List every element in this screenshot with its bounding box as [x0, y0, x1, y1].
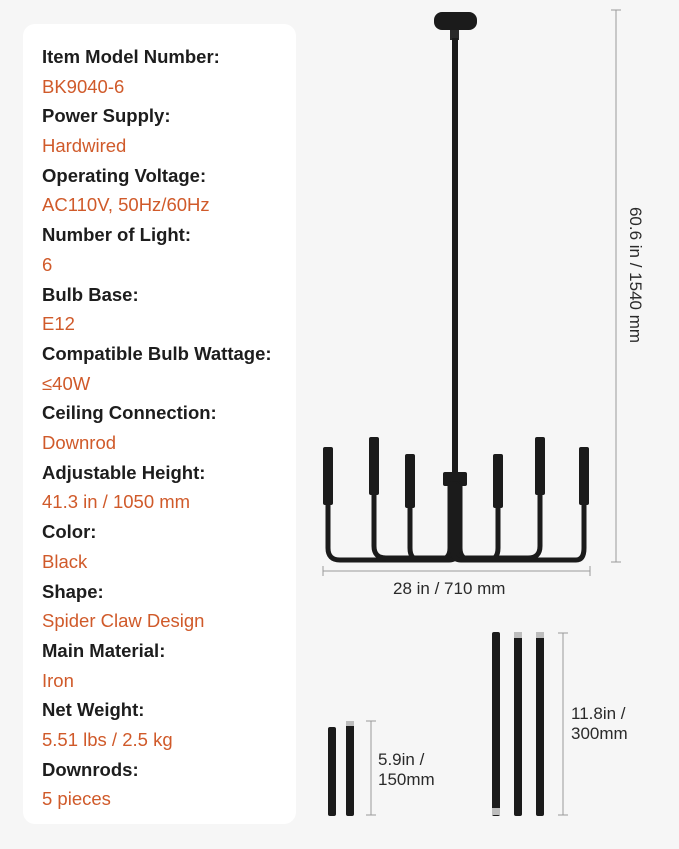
long-downrod	[514, 632, 522, 816]
long-downrods	[492, 632, 544, 816]
long-rod-label-line1: 11.8in /	[571, 704, 626, 723]
long-rod-dimension-label	[571, 704, 628, 744]
spec-label: Item Model Number:	[42, 46, 220, 67]
chandelier-image	[323, 12, 589, 560]
spec-value: 5.51 lbs / 2.5 kg	[42, 729, 173, 750]
spec-label: Color:	[42, 521, 97, 543]
spec-value: Black	[42, 550, 88, 572]
spec-label: Bulb Base:	[42, 283, 139, 305]
short-rod-label-line2: 150mm	[378, 770, 435, 789]
width-dimension-label: 28 in / 710 mm	[393, 579, 506, 598]
spec-value: E12	[42, 313, 75, 335]
spec-label: Net Weight:	[42, 699, 145, 721]
long-downrod	[492, 632, 500, 816]
candle-sleeve	[323, 447, 333, 505]
spec-label: Downrods:	[42, 758, 139, 780]
short-rod-dimension-label	[378, 750, 435, 790]
spec-label: Shape:	[42, 580, 104, 602]
spec-label: Operating Voltage:	[42, 164, 207, 186]
long-rod-label-line2: 300mm	[571, 724, 628, 743]
height-dimension-label: 60.6 in / 1540 mm	[626, 206, 645, 344]
spec-value: Hardwired	[42, 135, 127, 157]
candle-sleeve	[369, 437, 379, 495]
spec-value: 6	[42, 253, 53, 275]
spec-label: Number of Light:	[42, 224, 192, 246]
spec-value: AC110V, 50Hz/60Hz	[42, 194, 210, 216]
spec-value: Spider Claw Design	[42, 610, 205, 632]
spec-value: 5 pieces	[42, 788, 111, 810]
candle-sleeve	[405, 454, 415, 508]
spec-label: Power Supply:	[42, 105, 171, 127]
long-downrod	[536, 632, 544, 816]
spec-value: Iron	[42, 669, 74, 691]
spec-value: Downrod	[42, 432, 117, 454]
spec-value: ≤40W	[42, 372, 91, 394]
spec-value: 41.3 in / 1050 mm	[42, 491, 191, 513]
candle-sleeve	[493, 454, 503, 508]
short-rod-label-line1: 5.9in /	[378, 750, 425, 769]
ceiling-canopy	[434, 12, 477, 30]
candle-sleeve	[579, 447, 589, 505]
spec-label: Ceiling Connection:	[42, 402, 217, 424]
downrod	[452, 38, 458, 478]
spec-label: Compatible Bulb Wattage:	[42, 342, 272, 364]
arms	[328, 484, 584, 560]
short-downrod	[328, 727, 336, 816]
spec-label: Main Material:	[42, 639, 166, 661]
dimension-lines	[323, 10, 621, 815]
short-downrod	[346, 721, 354, 816]
candle-sleeve	[535, 437, 545, 495]
spec-label: Adjustable Height:	[42, 461, 206, 483]
spec-value: BK9040-6	[42, 75, 125, 97]
short-downrods	[328, 721, 354, 816]
